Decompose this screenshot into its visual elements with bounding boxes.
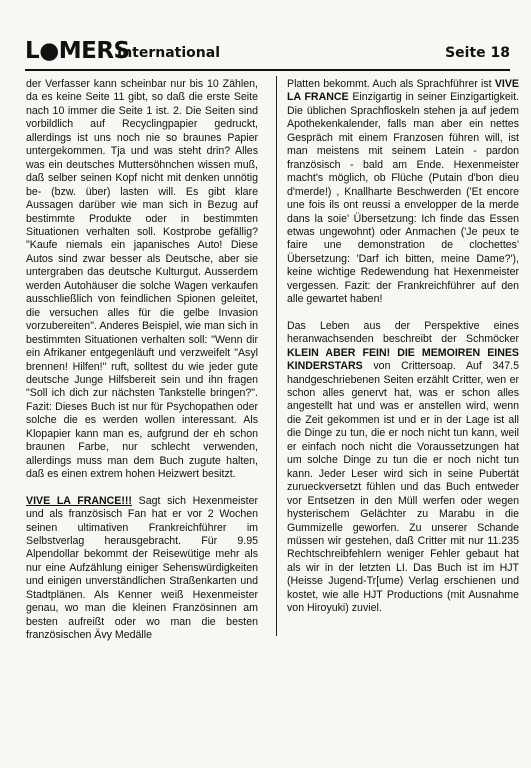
- left-column: [26, 78, 258, 643]
- paragraph-gap: [287, 307, 519, 320]
- header-rule: [25, 69, 510, 71]
- magazine-logo: L●MERS: [25, 38, 130, 64]
- page-number: Seite 18: [445, 45, 510, 61]
- review-title: KLEIN ABER FEIN! DIE MEMOIREN EINES KINDERSTARS: [287, 346, 519, 373]
- review-vive-la-france: [26, 495, 258, 643]
- review-body: Sagt sich Hexenmeister und als französisch Fan hat er vor 2 Wochen seinen ultimativen Frankreichführer im Selbstverlag herausgebracht. Für 9.95 Alpendollar bekommt der Reisewütige mehr als nur eine Aufzählung einiger Sehenswürdigkeiten und einigen unverständlichen Straßenkarten und Stadtplänen. Als Kenner weiß Hexenmeister genau, wo man die kleinen Französinnen am besten aufreißt oder wo man die besten französischen Ävy Medälle: [26, 494, 258, 642]
- review-body: Platten bekommt. Auch als Sprachführer ist: [287, 78, 495, 90]
- right-column: [287, 78, 519, 616]
- book-title: VIVE LA FRANCE: [287, 78, 519, 104]
- magazine-logo-subtitle: International: [117, 45, 221, 61]
- review-title: VIVE LA FRANCE!!!: [26, 494, 132, 507]
- review-continuation: [287, 78, 519, 307]
- review-body: Einzigartig in seiner Einzigartigkeit. Die üblichen Sprachfloskeln stehen ja auf jedem Apothekenkalender, falls man aber ein nettes Gespräch mit einem Franzosen führen will, ist man meistens mit seinem Latein - pardon französisch - bald am Ende. Hexenmeister macht's möglich, ob Flüche (Putain d'bon dieu d'merde!) , Knallharte Beschwerden ('Et encore une fois ils ont reussi a envelopper de la merde dans la soie' Übersetzung: Ich finde das Essen etwas ungewohnt) oder Anmachen ('Je peux te faire une demonstration de clochettes' Übersetzung: 'Darf ich bitten, meine Dame?'), keine wichtige Redewendung hat Hexenmeister vergessen. Fazit: der Frankreichführer auf den alle gewartet haben!: [287, 91, 519, 306]
- review-memoiren: [287, 320, 519, 616]
- column-divider: [276, 76, 277, 636]
- review-body: Auf 347.5 handgeschriebenen Seiten erzählt Critter, wen er schon alles genervt hat, was er schon alles angestellt hat und was er anstellen wird, wenn die Zeit gekommen ist und er in der Lage ist all die Dinge zu tun, die er noch nicht tun kann, weil er einfach noch nicht die Voraussetzungen hat um solche Dinge zu tun die er noch nicht tun kann. Jeder Leser wird sich in seine Pubertät zurueckversetzt fühlen und das Buch entweder vor Entsetzen in den Müll werfen oder wegen hysterischem Gelächter zu Marabu in die Gummizelle geworfen. Zu unserer Schande müssen wir gestehen, daß Critter mit nur 11.235 Rechtschreibfehlern weniger Fehler gebaut hat als wir in der letzten LI. Das Buch ist im HJT (Heisse Jugend-Tr[ume) Verlag erschienen und kostet, wie alle HJT Productions (mit Ausnahme von Hiroyuki) zuviel.: [287, 360, 519, 615]
- paragraph-gap: [26, 482, 258, 495]
- review-continuation: der Verfasser kann scheinbar nur bis 10 Zählen, da es keine Seite 11 gibt, so daß die erste Seite nach 10 immer die Seite 1 ist. 2. Die Seiten sind vorbildlich auf Recyclingpapier gedruckt, allerdings ist uns noch nie so braunes Papier untergekommen. Tja und was steht drin? Alles was ein deutsches Muttersöhnchen wissen muß, daß selber seinen Kopf nicht mit denken unnötig be- (bzw. über) lasten will. Es gibt klare Aussagen darüber wie man sich in Bezug auf bestimmte Produkte oder in bestimmten Situationen verhalten soll. Kostprobe gefällig? "Kaufe niemals ein japanisches Auto! Diese Autos sind zwar besser als Deutsche, aber sie untergraben das deutsche Kulturgut. Ausserdem werden Autohäuser die solche Wagen verkaufen ausschließlich von feindlichen Spionen geleitet, die versuchen alles für die gelbe Invasion vorzubereiten". Anderes Beispiel, wie man sich in bestimmten Situationen verhalten soll: "Wenn dir ein Afrikaner entgegenläuft und verzweifelt "Asyl brennen! Hilfen!" ruft, solltest du wie jeder gute deutsche Junge Hilfsbereit sein und ihn fragen "Soll ich dich zur nächsten Tankstelle bringen?". Fazit: Dieses Buch ist nur für Psychopathen oder solche die es werden wollen interessant. Als Klopapier kann man es, aufgrund der eh schon braunen Farbe, nur schlecht verwenden, allerdings muss man dem Buch zugute halten, daß es einen extrem hohen Heizwert besitzt.: [26, 78, 258, 481]
- review-intro: Das Leben aus der Perspektive eines heranwachsenden beschreibt der Schmöcker: [287, 319, 519, 346]
- review-author: von Crittersoap.: [362, 360, 456, 373]
- page-header: [25, 37, 510, 67]
